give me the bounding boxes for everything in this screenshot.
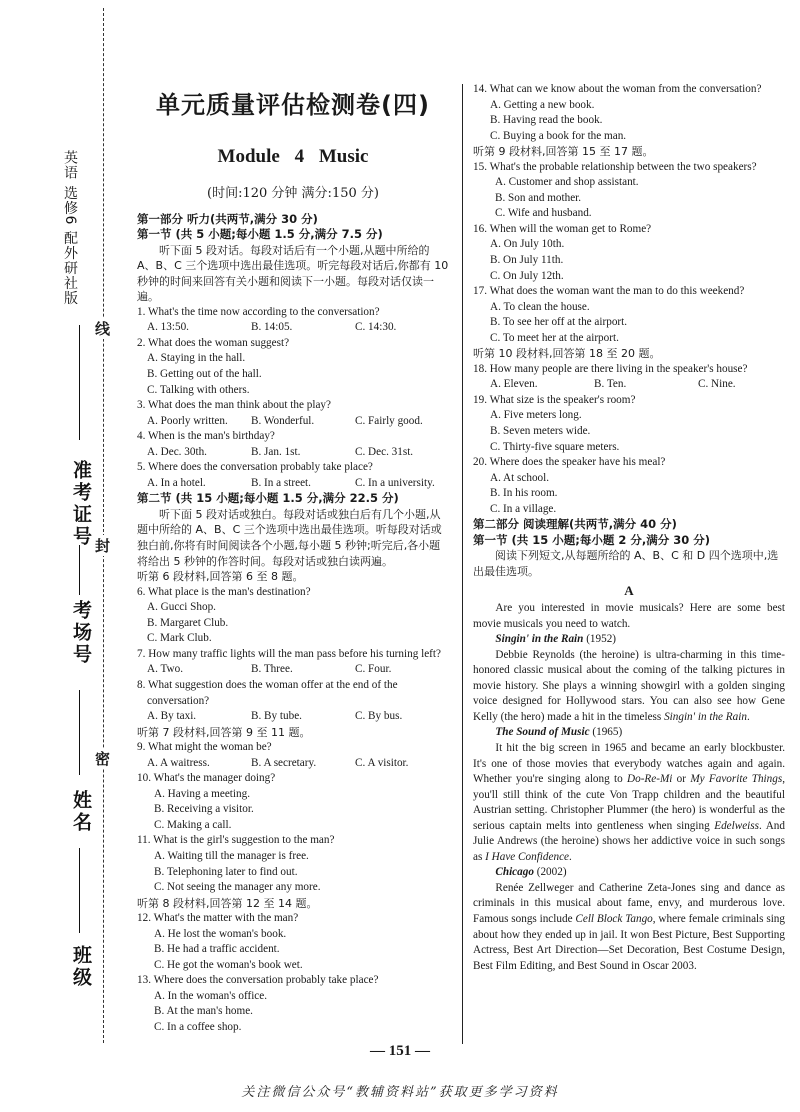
option-a[interactable]: A. To clean the house. <box>490 300 590 313</box>
option-a[interactable]: A. In a hotel. <box>147 476 206 489</box>
question-stem: 10. What's the manager doing? <box>137 772 276 785</box>
option-c[interactable]: C. He got the woman's book wet. <box>154 958 303 971</box>
option-a[interactable]: A. He lost the woman's book. <box>154 927 287 940</box>
room-blank-top[interactable] <box>79 545 80 595</box>
option-a[interactable]: A. Waiting till the manager is free. <box>154 849 309 862</box>
question-stem: 16. When will the woman get to Rome? <box>473 222 652 235</box>
option-c[interactable]: C. By bus. <box>355 710 403 723</box>
question-8 <box>137 678 449 725</box>
option-c[interactable]: C. Wife and husband. <box>495 207 592 220</box>
part2-section1-title: 第一节 (共 15 小题;每小题 2 分,满分 30 分) <box>473 532 711 547</box>
option-a[interactable]: A. 13:50. <box>147 321 189 334</box>
option-c[interactable]: C. Four. <box>355 663 392 676</box>
part1-section1-title: 第一节 (共 5 小题;每小题 1.5 分,满分 7.5 分) <box>137 227 383 242</box>
option-a[interactable]: A. Dec. 30th. <box>147 445 207 458</box>
text-run: . <box>569 850 572 863</box>
question-stem: 18. How many people are there living in the speaker's house? <box>473 362 748 375</box>
option-a[interactable]: A. Customer and shop assistant. <box>495 176 639 189</box>
option-c[interactable]: C. In a university. <box>355 476 435 489</box>
song-title: My Favorite Things <box>690 773 783 786</box>
name-blank[interactable] <box>79 848 80 933</box>
question-stem: 11. What is the girl's suggestion to the man? <box>137 834 335 847</box>
option-b[interactable]: B. 14:05. <box>251 321 293 334</box>
option-c[interactable]: C. A visitor. <box>355 756 409 769</box>
option-b[interactable]: B. In his room. <box>490 487 558 500</box>
part2-title: 第二部分 阅读理解(共两节,满分 40 分) <box>473 517 677 532</box>
option-b[interactable]: B. Telephoning later to find out. <box>154 865 298 878</box>
question-6 <box>137 585 449 647</box>
seal-mark-xian: 线 <box>92 318 113 339</box>
question-15 <box>473 160 785 222</box>
class-label: 班级 <box>70 945 92 989</box>
seal-mark-mi: 密 <box>92 748 113 769</box>
question-stem: 13. Where does the conversation probably take place? <box>137 974 379 987</box>
option-b[interactable]: B. Seven meters wide. <box>490 425 591 438</box>
material-6-note: 听第 6 段材料,回答第 6 至 8 题。 <box>137 570 304 584</box>
material-7-note: 听第 7 段材料,回答第 9 至 11 题。 <box>137 725 311 739</box>
exam-id-label: 准考证号 <box>70 460 92 548</box>
option-b[interactable]: B. At the man's home. <box>154 1005 253 1018</box>
question-9 <box>137 740 449 771</box>
question-stem: 20. Where does the speaker have his meal? <box>473 456 666 469</box>
passage-intro: Are you interested in movie musicals? Here are some best movie musicals you need to watch. <box>473 602 785 630</box>
seal-dashed-line <box>103 8 104 1043</box>
option-a[interactable]: A. In the woman's office. <box>154 989 268 1002</box>
question-11 <box>137 833 449 895</box>
part1-section1-instructions: 听下面 5 段对话。每段对话后有一个小题,从题中所给的 A、B、C 三个选项中选出最佳选项。听完每段对话后,你都有 10 秒钟的时间来回答有关小题和阅读下一小题。每段对话仅读一遍。 <box>137 243 449 304</box>
question-stem: 1. What's the time now according to the conversation? <box>137 305 380 318</box>
material-10-note: 听第 10 段材料,回答第 18 至 20 题。 <box>473 347 661 361</box>
option-a[interactable]: A. Gucci Shop. <box>147 601 216 614</box>
movie-text-2 <box>473 741 785 865</box>
question-1 <box>137 305 449 336</box>
option-a[interactable]: A. Poorly written. <box>147 414 228 427</box>
question-stem: 4. When is the man's birthday? <box>137 430 275 443</box>
song-title: Cell Block Tango <box>575 912 653 925</box>
movie-heading-3 <box>473 865 785 881</box>
song-title: I Have Confidence <box>485 850 569 863</box>
option-b[interactable]: B. A secretary. <box>251 756 317 769</box>
option-c[interactable]: C. Buying a book for the man. <box>490 129 627 142</box>
option-c[interactable]: C. In a coffee shop. <box>154 1020 242 1033</box>
option-a[interactable]: A. On July 10th. <box>490 238 565 251</box>
room-label: 考场号 <box>70 600 92 666</box>
movie-heading-1 <box>473 632 785 648</box>
question-stem: 7. How many traffic lights will the man pass before his turning left? <box>137 647 441 660</box>
option-c[interactable]: C. Talking with others. <box>147 383 250 396</box>
text-run: It hit the big screen in 1965 and became an early blockbuster. It's one of those movies that everybody watches again and again. Whether you're singing along to <box>473 741 785 786</box>
option-b[interactable]: B. To see her off at the airport. <box>490 316 628 329</box>
movie-text-3 <box>473 881 785 974</box>
text-run: , you'll still think of the cute Von Trapp children and the beautiful Austrian setting. Christopher Plummer (the hero) is wonderful as the serious captain melts into gentleness when singing <box>473 773 785 832</box>
option-c[interactable]: C. Thirty-five square meters. <box>490 440 620 453</box>
question-stem: 9. What might the woman be? <box>137 741 272 754</box>
question-stem: 5. Where does the conversation probably take place? <box>137 461 373 474</box>
question-12 <box>137 911 449 973</box>
movie-title: Chicago <box>495 866 534 879</box>
question-stem: 14. What can we know about the woman from the conversation? <box>473 83 762 95</box>
question-stem: 3. What does the man think about the play? <box>137 399 331 412</box>
question-16 <box>473 222 785 284</box>
question-stem: 8. What suggestion does the woman offer at the end of the conversation? <box>137 678 398 707</box>
movie-title: Singin' in the Rain <box>495 633 584 646</box>
seal-mark-feng: 封 <box>92 535 113 556</box>
option-c[interactable]: C. Dec. 31st. <box>355 445 414 458</box>
material-8-note: 听第 8 段材料,回答第 12 至 14 题。 <box>137 896 318 910</box>
text-run: Debbie Reynolds (the heroine) is ultra-charming in this time-honored classic musical about the coming of the talking pictures in movie history. She plays a winning showgirl with a golden singing voice designed for Hollywood stars. You can also see how Gene Kelly (the hero) made a hit in the timeless <box>473 648 785 723</box>
question-13 <box>137 973 449 1035</box>
question-7 <box>137 647 449 678</box>
exam-time: (时间:120 分钟 满分:150 分) <box>207 186 379 201</box>
option-b[interactable]: B. Margaret Club. <box>147 616 229 629</box>
option-c[interactable]: C. 14:30. <box>355 321 397 334</box>
movie-year: (2002) <box>533 866 567 879</box>
column-divider <box>462 84 463 1044</box>
option-b[interactable]: B. Having read the book. <box>490 114 603 127</box>
question-10 <box>137 771 449 833</box>
movie-text-1 <box>473 648 785 726</box>
part1-section2-instructions: 听下面 5 段对话或独白。每段对话或独白后有几个小题,从题中所给的 A、B、C 三个选项中选出最佳选项。听每段对话或独白前,你将有时间阅读各个小题,每小题 5 秒钟;听完后,各小题将给出 5 秒钟的作答时间。每段对话或独白读两遍。 <box>137 507 442 568</box>
option-a[interactable]: A. By taxi. <box>147 710 197 723</box>
option-c[interactable]: C. Fairly good. <box>355 414 423 427</box>
option-b[interactable]: B. Three. <box>251 663 293 676</box>
page-number: — 151 — <box>370 1043 430 1059</box>
module-title: Module 4 Music <box>217 146 369 167</box>
option-a[interactable]: A. Two. <box>147 663 183 676</box>
question-3 <box>137 398 449 429</box>
option-a[interactable]: A. Eleven. <box>490 378 538 391</box>
movie-title: The Sound of Music <box>495 726 590 739</box>
option-a[interactable]: A. At school. <box>490 471 550 484</box>
song-title: Singin' in the Rain <box>664 710 747 723</box>
question-14 <box>473 82 785 144</box>
question-stem: 17. What does the woman want the man to do this weekend? <box>473 285 745 298</box>
option-a[interactable]: A. Having a meeting. <box>154 787 251 800</box>
text-run: Renée Zellweger and Catherine Zeta-Jones sing and dance as criminals in this musical about fame, envy, and murderous love. Famous songs include <box>473 881 785 925</box>
option-b[interactable]: B. Getting out of the hall. <box>147 368 262 381</box>
option-b[interactable]: B. He had a traffic accident. <box>154 943 280 956</box>
passage-label: A <box>624 582 634 598</box>
option-c[interactable]: C. Not seeing the manager any more. <box>154 881 321 894</box>
option-c[interactable]: C. Mark Club. <box>147 632 212 645</box>
option-b[interactable]: B. Ten. <box>594 378 627 391</box>
question-stem: 15. What's the probable relationship between the two speakers? <box>473 160 757 173</box>
question-2 <box>137 336 449 398</box>
song-title: Do-Re-Mi <box>627 773 673 786</box>
exam-id-blank[interactable] <box>79 325 80 440</box>
option-b[interactable]: B. Son and mother. <box>495 191 582 204</box>
movie-year: (1952) <box>583 633 617 646</box>
room-blank[interactable] <box>79 690 80 775</box>
question-17 <box>473 284 785 346</box>
question-20 <box>473 455 785 517</box>
question-4 <box>137 429 449 460</box>
option-c[interactable]: C. Nine. <box>698 378 736 391</box>
question-18 <box>473 362 785 393</box>
footer-note: 关注微信公众号“教辅资料站”获取更多学习资料 <box>241 1085 559 1100</box>
song-title: Edelweiss <box>714 819 759 832</box>
option-a[interactable]: A. Getting a new book. <box>490 98 595 111</box>
binding-margin <box>0 0 118 1112</box>
material-9-note: 听第 9 段材料,回答第 15 至 17 题。 <box>473 145 654 159</box>
movie-heading-2 <box>473 725 785 741</box>
page-title: 单元质量评估检测卷(四) <box>156 91 430 119</box>
text-run: . <box>746 710 750 723</box>
question-stem: 2. What does the woman suggest? <box>137 336 290 349</box>
option-b[interactable]: B. Receiving a visitor. <box>154 803 254 816</box>
option-b[interactable]: B. On July 11th. <box>490 254 564 267</box>
question-19 <box>473 393 785 455</box>
movie-year: (1965) <box>589 726 623 739</box>
series-label: 英语 选修6 配外研社版 <box>62 150 78 306</box>
option-c[interactable]: C. To meet her at the airport. <box>490 331 619 344</box>
option-c[interactable]: C. In a village. <box>490 502 557 515</box>
question-stem: 19. What size is the speaker's room? <box>473 393 636 406</box>
question-5 <box>137 460 449 491</box>
name-label: 姓名 <box>70 790 92 834</box>
text-run: or <box>672 773 691 786</box>
option-c[interactable]: C. On July 12th. <box>490 269 564 282</box>
text-run: . And Julie Andrews (the heroine) shows her addictive voice in such songs as <box>473 819 785 863</box>
part2-section1-instructions: 阅读下列短文,从每题所给的 A、B、C 和 D 四个选项中,选出最佳选项。 <box>473 549 779 578</box>
option-b[interactable]: B. Wonderful. <box>251 414 315 427</box>
text-run: , where female criminals sing about how they ended up in jail. It won Best Picture, Best Supporting Actress, Best Art Direction—Set Decoration, Best Costume Design, Best Film Editing, and Best Sound in Oscar 2003. <box>473 912 785 972</box>
option-b[interactable]: B. Jan. 1st. <box>251 445 301 458</box>
right-column <box>473 82 785 974</box>
part1-section2-title: 第二节 (共 15 小题;每小题 1.5 分,满分 22.5 分) <box>137 491 399 506</box>
option-b[interactable]: B. By tube. <box>251 710 302 723</box>
option-a[interactable]: A. Staying in the hall. <box>147 352 246 365</box>
option-b[interactable]: B. In a street. <box>251 476 311 489</box>
option-a[interactable]: A. A waitress. <box>147 756 210 769</box>
question-stem: 6. What place is the man's destination? <box>137 585 311 598</box>
left-column <box>137 82 449 1036</box>
part1-title: 第一部分 听力(共两节,满分 30 分) <box>137 211 318 226</box>
question-stem: 12. What's the matter with the man? <box>137 912 299 925</box>
option-c[interactable]: C. Making a call. <box>154 818 232 831</box>
option-a[interactable]: A. Five meters long. <box>490 409 582 422</box>
